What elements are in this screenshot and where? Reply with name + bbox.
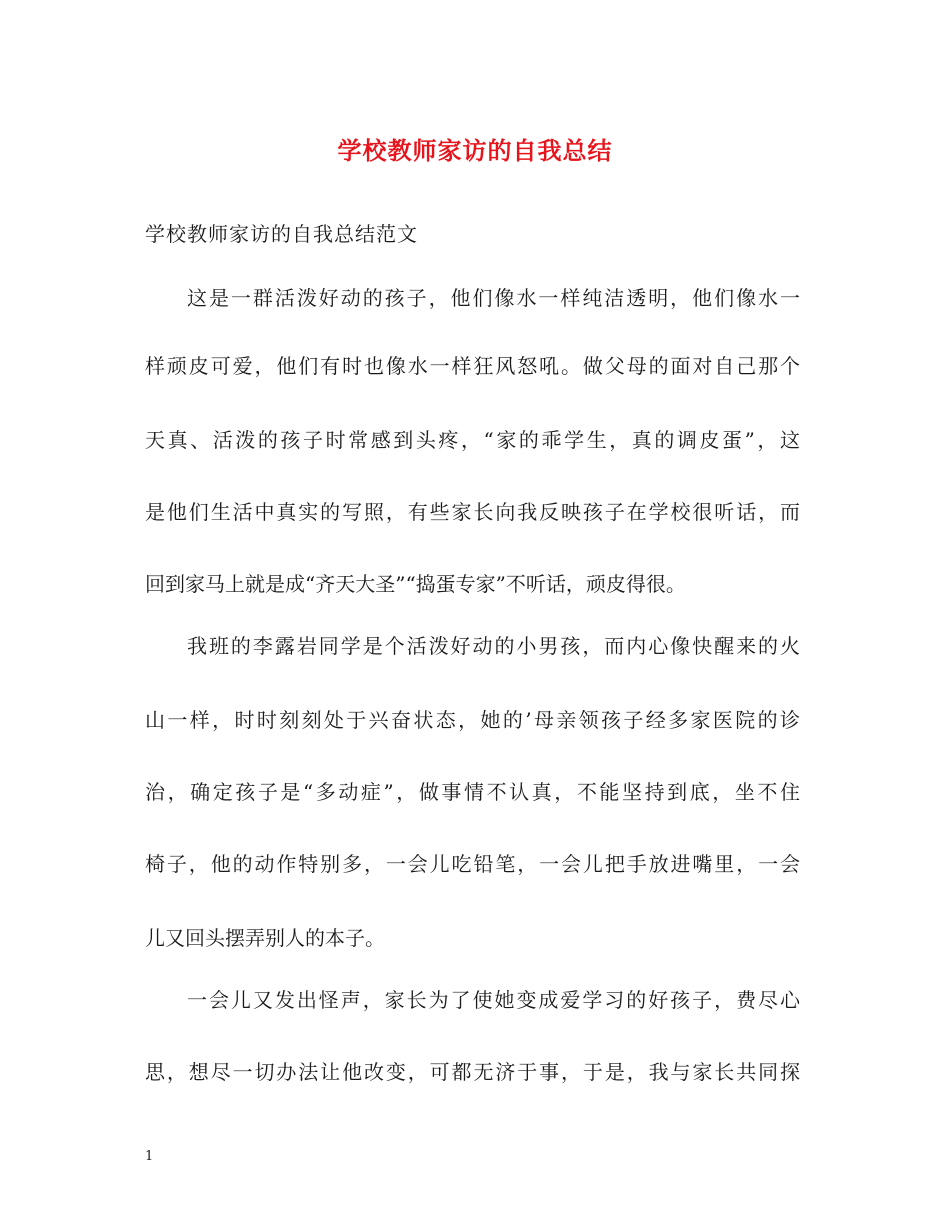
- document-subtitle: 学校教师家访的自我总结范文: [145, 222, 418, 246]
- paragraph-1-line-3: 天真、活泼的孩子时常感到头疼，“家的乖学生，真的调皮蛋”，这: [145, 428, 800, 452]
- paragraph-2-line-5: 儿又回头摆弄别人的本子。: [145, 926, 385, 950]
- paragraph-3-line-2: 思，想尽一切办法让他改变，可都无济于事，于是，我与家长共同探: [145, 1060, 800, 1084]
- paragraph-1-line-5: 回到家马上就是成“齐天大圣”“捣蛋专家”不听话，顽皮得很。: [145, 572, 686, 596]
- paragraph-2-line-3: 治，确定孩子是“多动症”，做事情不认真，不能坚持到底，坐不住: [145, 780, 800, 804]
- paragraph-3-line-1: 一会儿又发出怪声，家长为了使她变成爱学习的好孩子，费尽心: [187, 988, 800, 1012]
- paragraph-1-line-4: 是他们生活中真实的写照，有些家长向我反映孩子在学校很听话，而: [145, 500, 800, 524]
- paragraph-1-line-1: 这是一群活泼好动的孩子，他们像水一样纯洁透明，他们像水一: [187, 286, 800, 310]
- paragraph-2-line-1: 我班的李露岩同学是个活泼好动的小男孩，而内心像快醒来的火: [187, 634, 800, 658]
- paragraph-2-line-2: 山一样，时时刻刻处于兴奋状态，她的’母亲领孩子经多家医院的诊: [145, 708, 800, 732]
- document-title: 学校教师家访的自我总结: [337, 136, 613, 165]
- paragraph-1-line-2: 样顽皮可爱，他们有时也像水一样狂风怒吼。做父母的面对自己那个: [145, 354, 800, 378]
- paragraph-2-line-4: 椅子，他的动作特别多，一会儿吃铅笔，一会儿把手放进嘴里，一会: [145, 852, 800, 876]
- page-number: 1: [145, 1149, 154, 1164]
